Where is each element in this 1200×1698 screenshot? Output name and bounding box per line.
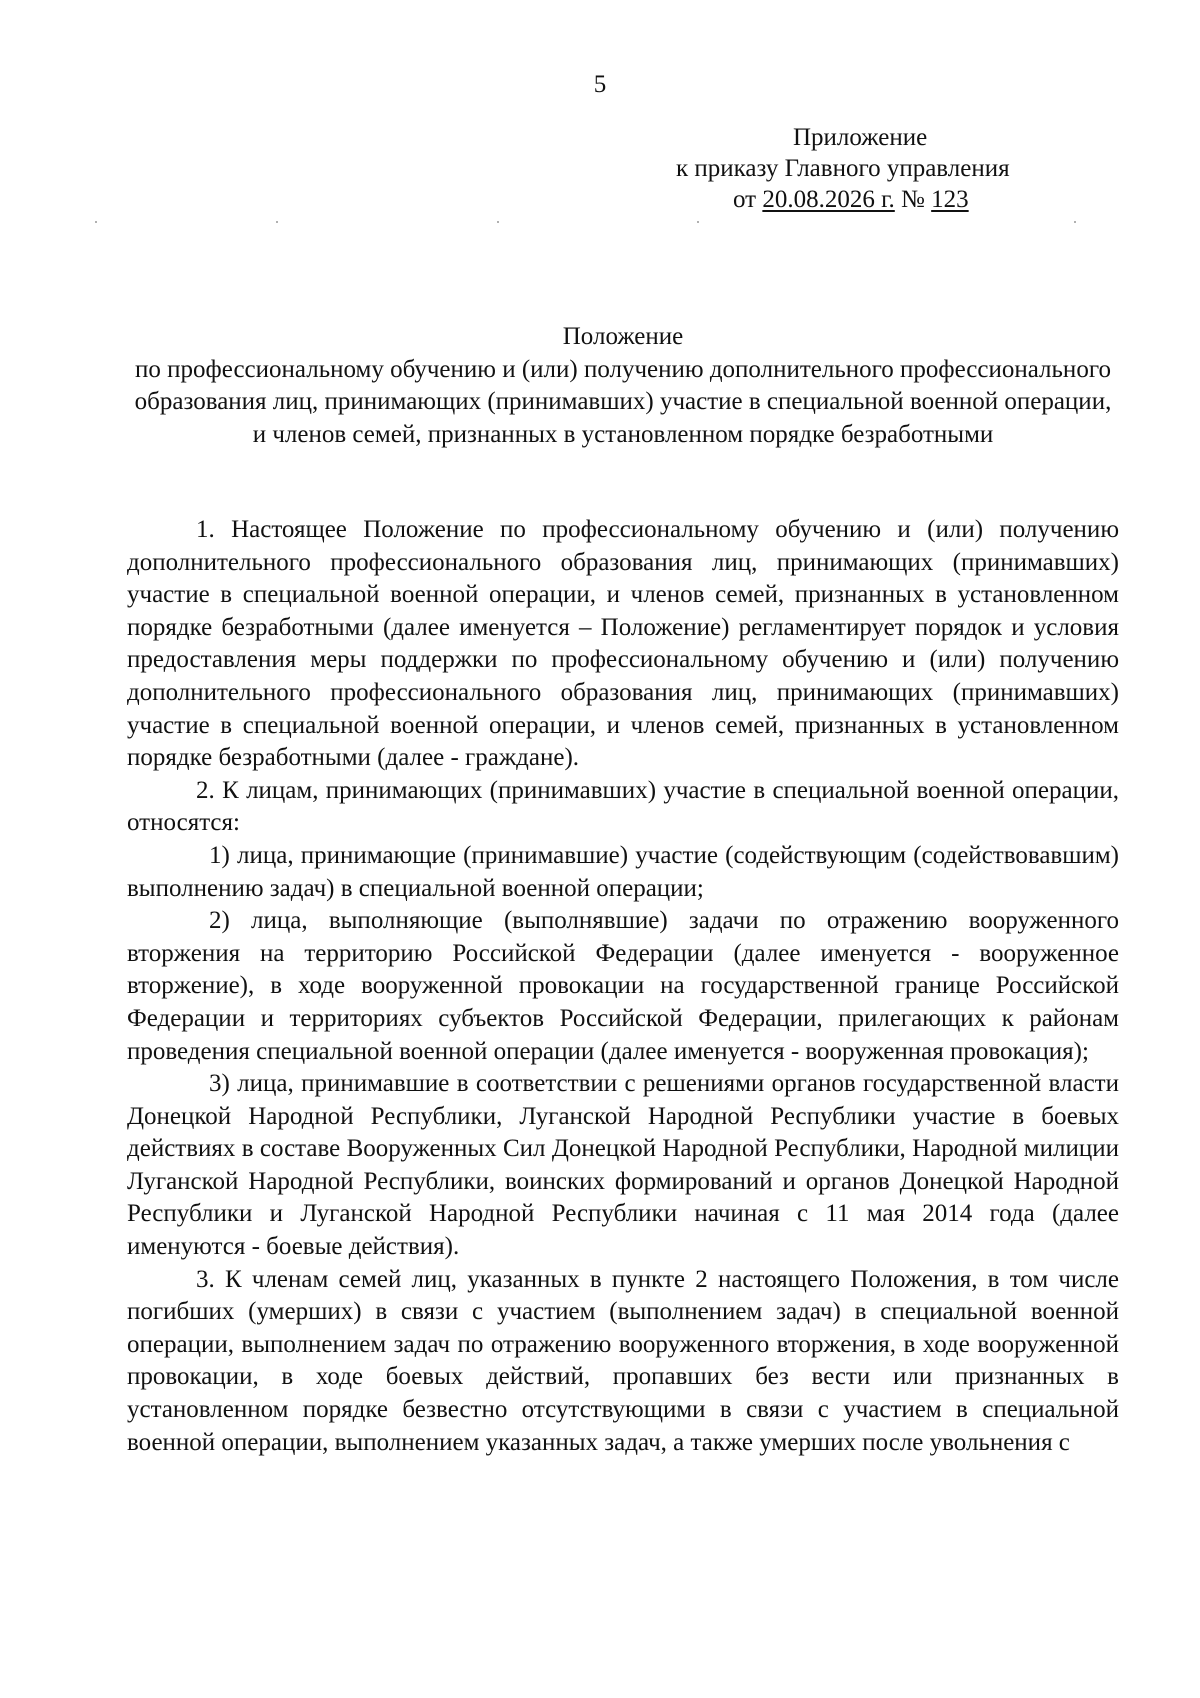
appendix-date-line (0, 184, 1200, 215)
scan-speck (276, 221, 278, 223)
document-title (128, 321, 1118, 451)
paragraph-3: 3. К членам семей лиц, указанных в пункте 2 настоящего Положения, в том числе погибших (умерших) в связи с участием (выполнением задач) в специальной военной операции, выполнением задач по отражению вооруженного вторжения, в ходе вооруженной провокации, в ходе боевых действий, пропавших без вести или признанных в установленном порядке безвестно отсутствующими в связи с участием в специальной военной операции, выполнением указанных задач, а также умерших после увольнения с (127, 1265, 1119, 1456)
page-number: 5 (593, 71, 607, 98)
scan-speck (697, 221, 699, 223)
paragraph-2: 2. К лицам, принимающих (принимавших) участие в специальной военной операции, относятся: (127, 776, 1119, 837)
scan-speck (497, 221, 499, 223)
order-number: 123 (931, 186, 969, 213)
date-prefix: от (733, 186, 763, 213)
number-prefix: № (894, 186, 932, 213)
subitem-1: 1) лица, принимающие (принимавшие) участие (содействующим (содействовавшим) выполнению задач) в специальной военной операции; (127, 841, 1119, 902)
document-subtitle: по профессиональному обучению и (или) получению дополнительного профессионального образования лиц, принимающих (принимавших) участие в специальной военной операции, и членов семей, признанных в установленном порядке безработными (134, 355, 1112, 448)
document-body (127, 514, 1119, 1459)
subitem-3: 3) лица, принимавшие в соответствии с решениями органов государственной власти Донецкой Народной Республики, Луганской Народной Республики участие в боевых действиях в составе Вооруженных Сил Донецкой Народной Республики, Народной милиции Луганской Народной Республики, воинских формирований и органов Донецкой Народной Республики и Луганской Народной Республики начиная с 11 мая 2014 года (далее именуются - боевые действия). (127, 1070, 1119, 1261)
subitem-2: 2) лица, выполняющие (выполнявшие) задачи по отражению вооруженного вторжения на территорию Российской Федерации (далее именуется - вооруженное вторжение), в ходе вооруженной провокации на государственной границе Российской Федерации и территориях субъектов Российской Федерации, прилегающих к районам проведения специальной военной операции (далее именуется - вооруженная провокация); (127, 907, 1119, 1065)
scan-speck (95, 221, 97, 223)
appendix-block (0, 122, 1200, 215)
appendix-title: Приложение (793, 124, 928, 151)
scan-speck (1074, 221, 1076, 223)
paragraph-1: 1. Настоящее Положение по профессиональному обучению и (или) получению дополнительного профессионального образования лиц, принимающих (принимавших) участие в специальной военной операции, и членов семей, признанных в установленном порядке безработными (далее именуется – Положение) регламентирует порядок и условия предоставления меры поддержки по профессиональному обучению и (или) получению дополнительного профессионального образования лиц, принимающих (принимавших) участие в специальной военной операции, и членов семей, признанных в установленном порядке безработными (далее - граждане). (127, 516, 1119, 772)
document-heading: Положение (562, 323, 684, 350)
order-date: 20.08.2026 г. (762, 186, 895, 213)
appendix-order-line: к приказу Главного управления (676, 155, 1010, 182)
